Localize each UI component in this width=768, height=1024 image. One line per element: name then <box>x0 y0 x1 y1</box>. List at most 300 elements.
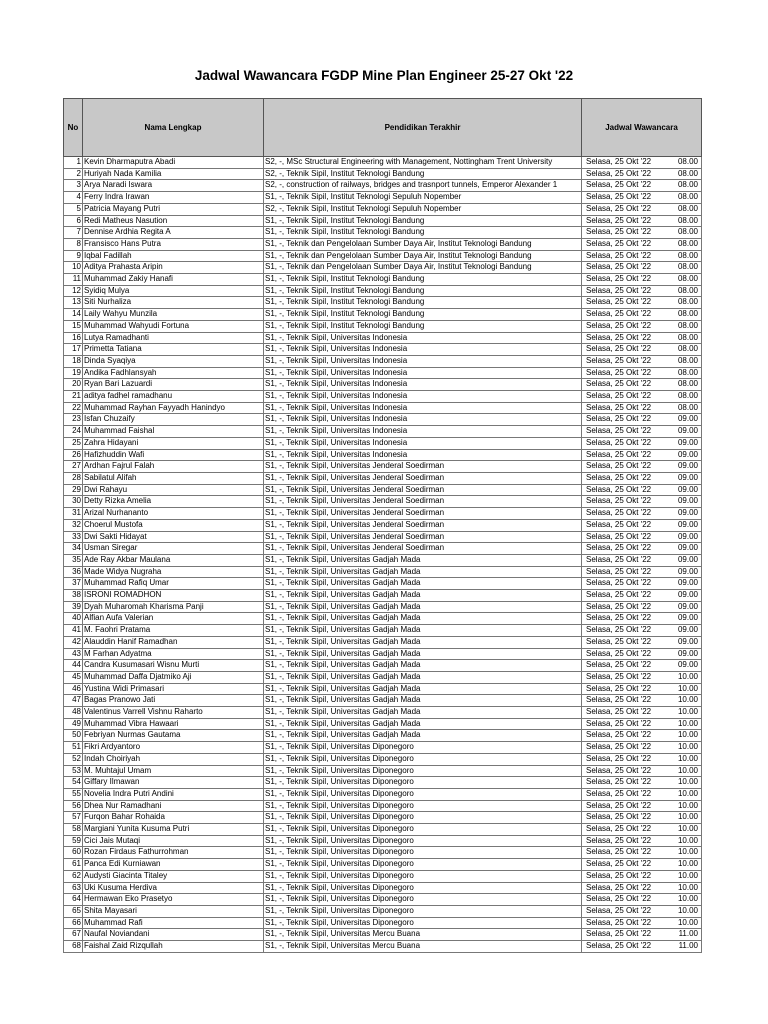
full-name-cell: M. Faohri Pratama <box>83 625 264 637</box>
education-cell: S1, -, Teknik Sipil, Universitas Jenderal Soedirman <box>264 519 582 531</box>
row-number: 9 <box>64 250 83 262</box>
table-row <box>64 192 702 204</box>
table-row <box>64 543 702 555</box>
schedule-cell <box>582 906 702 918</box>
full-name-cell: Muhammad Rayhan Fayyadh Hanindyo <box>83 402 264 414</box>
interview-date: Selasa, 25 Okt '22 <box>586 671 652 681</box>
interview-time: 08.00 <box>677 227 698 237</box>
education-cell: S1, -, Teknik Sipil, Universitas Diponegoro <box>264 917 582 929</box>
interview-date: Selasa, 25 Okt '22 <box>586 765 652 775</box>
full-name-cell: Sabilatul Alifah <box>83 472 264 484</box>
full-name-cell: Kevin Dharmaputra Abadi <box>83 157 264 169</box>
full-name-cell: Giffary Ilmawan <box>83 777 264 789</box>
interview-date: Selasa, 25 Okt '22 <box>586 554 652 564</box>
interview-date: Selasa, 25 Okt '22 <box>586 402 652 412</box>
schedule-cell <box>582 355 702 367</box>
row-number: 41 <box>64 625 83 637</box>
education-cell: S1, -, Teknik Sipil, Universitas Diponegoro <box>264 742 582 754</box>
document-title: Jadwal Wawancara FGDP Mine Plan Engineer 25-27 Okt '22 <box>194 68 574 83</box>
row-number: 33 <box>64 531 83 543</box>
interview-date: Selasa, 25 Okt '22 <box>586 824 652 834</box>
table-row <box>64 625 702 637</box>
table-row <box>64 882 702 894</box>
interview-date: Selasa, 25 Okt '22 <box>586 437 652 447</box>
interview-time: 10.00 <box>677 753 698 763</box>
table-row <box>64 636 702 648</box>
full-name-cell: Audysti Giacinta Titaley <box>83 870 264 882</box>
interview-date: Selasa, 25 Okt '22 <box>586 648 652 658</box>
full-name-cell: Hermawan Eko Prasetyo <box>83 894 264 906</box>
table-body <box>64 157 702 953</box>
full-name-cell: Ardhan Fajrul Falah <box>83 461 264 473</box>
interview-date: Selasa, 25 Okt '22 <box>586 625 652 635</box>
interview-time: 09.00 <box>677 566 698 576</box>
education-cell: S1, -, Teknik dan Pengelolaan Sumber Daya Air, Institut Teknologi Bandung <box>264 250 582 262</box>
interview-date: Selasa, 25 Okt '22 <box>586 192 652 202</box>
full-name-cell: Muhammad Wahyudi Fortuna <box>83 320 264 332</box>
education-cell: S1, -, Teknik Sipil, Universitas Diponegoro <box>264 788 582 800</box>
schedule-cell <box>582 894 702 906</box>
interview-time: 11.00 <box>678 941 698 951</box>
schedule-cell <box>582 344 702 356</box>
interview-date: Selasa, 25 Okt '22 <box>586 847 652 857</box>
schedule-cell <box>582 449 702 461</box>
interview-time: 09.00 <box>677 590 698 600</box>
interview-time: 08.00 <box>677 355 698 365</box>
interview-date: Selasa, 25 Okt '22 <box>586 262 652 272</box>
interview-date: Selasa, 25 Okt '22 <box>586 215 652 225</box>
full-name-cell: Furqon Bahar Rohaida <box>83 812 264 824</box>
education-cell: S1, -, Teknik Sipil, Universitas Diponegoro <box>264 847 582 859</box>
schedule-cell <box>582 496 702 508</box>
schedule-cell <box>582 742 702 754</box>
schedule-cell <box>582 157 702 169</box>
interview-date: Selasa, 25 Okt '22 <box>586 636 652 646</box>
full-name-cell: Choerul Mustofa <box>83 519 264 531</box>
education-cell: S1, -, Teknik Sipil, Universitas Diponegoro <box>264 800 582 812</box>
row-number: 25 <box>64 437 83 449</box>
interview-date: Selasa, 25 Okt '22 <box>586 859 652 869</box>
interview-date: Selasa, 25 Okt '22 <box>586 180 652 190</box>
full-name-cell: Redi Matheus Nasution <box>83 215 264 227</box>
interview-date: Selasa, 25 Okt '22 <box>586 835 652 845</box>
table-row <box>64 344 702 356</box>
row-number: 65 <box>64 906 83 918</box>
schedule-cell <box>582 800 702 812</box>
interview-time: 08.00 <box>677 215 698 225</box>
education-cell: S1, -, Teknik Sipil, Universitas Mercu Buana <box>264 941 582 953</box>
full-name-cell: Dinda Syaqiya <box>83 355 264 367</box>
education-cell: S1, -, Teknik Sipil, Universitas Gadjah Mada <box>264 613 582 625</box>
row-number: 55 <box>64 788 83 800</box>
table-row <box>64 461 702 473</box>
interview-time: 09.00 <box>677 636 698 646</box>
interview-date: Selasa, 25 Okt '22 <box>586 613 652 623</box>
education-cell: S1, -, Teknik dan Pengelolaan Sumber Daya Air, Institut Teknologi Bandung <box>264 262 582 274</box>
schedule-cell <box>582 671 702 683</box>
row-number: 23 <box>64 414 83 426</box>
education-cell: S1, -, Teknik Sipil, Universitas Gadjah Mada <box>264 660 582 672</box>
row-number: 32 <box>64 519 83 531</box>
interview-date: Selasa, 25 Okt '22 <box>586 461 652 471</box>
row-number: 19 <box>64 367 83 379</box>
interview-time: 10.00 <box>677 707 698 717</box>
row-number: 68 <box>64 941 83 953</box>
interview-time: 09.00 <box>677 625 698 635</box>
full-name-cell: Alauddin Hanif Ramadhan <box>83 636 264 648</box>
row-number: 8 <box>64 238 83 250</box>
table-row <box>64 812 702 824</box>
interview-time: 10.00 <box>677 870 698 880</box>
schedule-cell <box>582 625 702 637</box>
schedule-cell <box>582 683 702 695</box>
row-number: 62 <box>64 870 83 882</box>
full-name-cell: ISRONI ROMADHON <box>83 590 264 602</box>
schedule-cell <box>582 437 702 449</box>
schedule-cell <box>582 262 702 274</box>
table-row <box>64 297 702 309</box>
table-row <box>64 824 702 836</box>
interview-date: Selasa, 25 Okt '22 <box>586 484 652 494</box>
row-number: 48 <box>64 707 83 719</box>
table-row <box>64 472 702 484</box>
education-cell: S1, -, Teknik Sipil, Universitas Diponegoro <box>264 859 582 871</box>
schedule-cell <box>582 168 702 180</box>
schedule-cell <box>582 601 702 613</box>
table-row <box>64 320 702 332</box>
schedule-cell <box>582 554 702 566</box>
row-number: 49 <box>64 718 83 730</box>
full-name-cell: Isfan Chuzaify <box>83 414 264 426</box>
row-number: 59 <box>64 835 83 847</box>
table-row <box>64 660 702 672</box>
education-cell: S1, -, Teknik Sipil, Universitas Gadjah Mada <box>264 683 582 695</box>
full-name-cell: Muhammad Vibra Hawaari <box>83 718 264 730</box>
interview-date: Selasa, 25 Okt '22 <box>586 227 652 237</box>
full-name-cell: Fikri Ardyantoro <box>83 742 264 754</box>
table-row <box>64 894 702 906</box>
interview-date: Selasa, 25 Okt '22 <box>586 367 652 377</box>
full-name-cell: Panca Edi Kurniawan <box>83 859 264 871</box>
full-name-cell: Dyah Muharomah Kharisma Panji <box>83 601 264 613</box>
education-cell: S1, -, Teknik Sipil, Institut Teknologi Bandung <box>264 309 582 321</box>
schedule-cell <box>582 917 702 929</box>
schedule-cell <box>582 250 702 262</box>
interview-time: 10.00 <box>677 742 698 752</box>
schedule-cell <box>582 753 702 765</box>
full-name-cell: Uki Kusuma Herdiva <box>83 882 264 894</box>
row-number: 53 <box>64 765 83 777</box>
interview-time: 08.00 <box>677 285 698 295</box>
row-number: 21 <box>64 391 83 403</box>
education-cell: S1, -, Teknik Sipil, Universitas Indonesia <box>264 332 582 344</box>
row-number: 27 <box>64 461 83 473</box>
table-row <box>64 613 702 625</box>
row-number: 26 <box>64 449 83 461</box>
education-cell: S1, -, Teknik Sipil, Universitas Diponegoro <box>264 906 582 918</box>
header-no: No <box>64 99 83 157</box>
interview-time: 10.00 <box>677 718 698 728</box>
interview-time: 09.00 <box>677 660 698 670</box>
table-row <box>64 379 702 391</box>
education-cell: S1, -, Teknik dan Pengelolaan Sumber Daya Air, Institut Teknologi Bandung <box>264 238 582 250</box>
full-name-cell: M Farhan Adyatma <box>83 648 264 660</box>
interview-time: 08.00 <box>677 367 698 377</box>
education-cell: S1, -, Teknik Sipil, Universitas Indonesia <box>264 355 582 367</box>
table-row <box>64 285 702 297</box>
schedule-cell <box>582 238 702 250</box>
interview-time: 10.00 <box>677 824 698 834</box>
schedule-cell <box>582 215 702 227</box>
interview-time: 09.00 <box>677 543 698 553</box>
row-number: 34 <box>64 543 83 555</box>
row-number: 57 <box>64 812 83 824</box>
row-number: 28 <box>64 472 83 484</box>
education-cell: S1, -, Teknik Sipil, Universitas Gadjah Mada <box>264 625 582 637</box>
header-nama-lengkap: Nama Lengkap <box>83 99 264 157</box>
schedule-cell <box>582 765 702 777</box>
table-row <box>64 941 702 953</box>
schedule-cell <box>582 859 702 871</box>
row-number: 22 <box>64 402 83 414</box>
education-cell: S1, -, Teknik Sipil, Institut Teknologi Bandung <box>264 297 582 309</box>
interview-date: Selasa, 25 Okt '22 <box>586 472 652 482</box>
education-cell: S1, -, Teknik Sipil, Institut Teknologi Bandung <box>264 274 582 286</box>
table-row <box>64 648 702 660</box>
schedule-cell <box>582 730 702 742</box>
education-cell: S1, -, Teknik Sipil, Universitas Diponegoro <box>264 777 582 789</box>
table-row <box>64 238 702 250</box>
interview-time: 10.00 <box>677 788 698 798</box>
education-cell: S2, -, MSc Structural Engineering with Management, Nottingham Trent University <box>264 157 582 169</box>
header-pendidikan-terakhir: Pendidikan Terakhir <box>264 99 582 157</box>
interview-time: 10.00 <box>677 800 698 810</box>
row-number: 51 <box>64 742 83 754</box>
interview-date: Selasa, 25 Okt '22 <box>586 882 652 892</box>
table-row <box>64 566 702 578</box>
row-number: 36 <box>64 566 83 578</box>
schedule-cell <box>582 402 702 414</box>
row-number: 60 <box>64 847 83 859</box>
interview-date: Selasa, 25 Okt '22 <box>586 519 652 529</box>
education-cell: S1, -, Teknik Sipil, Universitas Diponegoro <box>264 812 582 824</box>
schedule-cell <box>582 332 702 344</box>
interview-date: Selasa, 25 Okt '22 <box>586 566 652 576</box>
interview-time: 08.00 <box>677 391 698 401</box>
interview-time: 09.00 <box>677 613 698 623</box>
table-row <box>64 402 702 414</box>
interview-time: 10.00 <box>677 882 698 892</box>
table-row <box>64 671 702 683</box>
interview-time: 09.00 <box>677 426 698 436</box>
row-number: 5 <box>64 203 83 215</box>
row-number: 63 <box>64 882 83 894</box>
interview-date: Selasa, 25 Okt '22 <box>586 695 652 705</box>
schedule-cell <box>582 519 702 531</box>
interview-time: 08.00 <box>677 192 698 202</box>
interview-time: 09.00 <box>677 531 698 541</box>
interview-date: Selasa, 25 Okt '22 <box>586 753 652 763</box>
interview-date: Selasa, 25 Okt '22 <box>586 683 652 693</box>
row-number: 24 <box>64 426 83 438</box>
table-row <box>64 250 702 262</box>
full-name-cell: Primetta Tatiana <box>83 344 264 356</box>
education-cell: S1, -, Teknik Sipil, Universitas Diponegoro <box>264 824 582 836</box>
row-number: 47 <box>64 695 83 707</box>
table-row <box>64 590 702 602</box>
schedule-cell <box>582 180 702 192</box>
row-number: 37 <box>64 578 83 590</box>
interview-date: Selasa, 25 Okt '22 <box>586 320 652 330</box>
education-cell: S1, -, Teknik Sipil, Universitas Jenderal Soedirman <box>264 496 582 508</box>
full-name-cell: Valentinus Varrell Vishnu Raharto <box>83 707 264 719</box>
interview-date: Selasa, 25 Okt '22 <box>586 917 652 927</box>
interview-date: Selasa, 25 Okt '22 <box>586 941 652 951</box>
full-name-cell: Dhea Nur Ramadhani <box>83 800 264 812</box>
full-name-cell: Ferry Indra Irawan <box>83 192 264 204</box>
interview-date: Selasa, 25 Okt '22 <box>586 344 652 354</box>
row-number: 15 <box>64 320 83 332</box>
schedule-cell <box>582 824 702 836</box>
row-number: 31 <box>64 508 83 520</box>
row-number: 35 <box>64 554 83 566</box>
row-number: 45 <box>64 671 83 683</box>
education-cell: S1, -, Teknik Sipil, Universitas Mercu Buana <box>264 929 582 941</box>
schedule-cell <box>582 788 702 800</box>
schedule-cell <box>582 192 702 204</box>
table-row <box>64 859 702 871</box>
education-cell: S1, -, Teknik Sipil, Universitas Gadjah Mada <box>264 707 582 719</box>
interview-date: Selasa, 25 Okt '22 <box>586 203 652 213</box>
interview-time: 08.00 <box>677 297 698 307</box>
table-row <box>64 870 702 882</box>
interview-date: Selasa, 25 Okt '22 <box>586 894 652 904</box>
interview-date: Selasa, 25 Okt '22 <box>586 297 652 307</box>
table-row <box>64 180 702 192</box>
table-row <box>64 695 702 707</box>
table-row <box>64 157 702 169</box>
full-name-cell: Usman Siregar <box>83 543 264 555</box>
schedule-cell <box>582 391 702 403</box>
education-cell: S1, -, Teknik Sipil, Universitas Gadjah Mada <box>264 554 582 566</box>
schedule-cell <box>582 508 702 520</box>
schedule-cell <box>582 777 702 789</box>
interview-date: Selasa, 25 Okt '22 <box>586 601 652 611</box>
interview-date: Selasa, 25 Okt '22 <box>586 274 652 284</box>
row-number: 50 <box>64 730 83 742</box>
education-cell: S1, -, Teknik Sipil, Institut Teknologi Bandung <box>264 227 582 239</box>
interview-time: 09.00 <box>677 472 698 482</box>
table-row <box>64 484 702 496</box>
interview-time: 10.00 <box>677 906 698 915</box>
schedule-cell <box>582 660 702 672</box>
full-name-cell: Alfian Aufa Valerian <box>83 613 264 625</box>
interview-date: Selasa, 25 Okt '22 <box>586 379 652 389</box>
education-cell: S1, -, Teknik Sipil, Universitas Jenderal Soedirman <box>264 543 582 555</box>
full-name-cell: Laily Wahyu Munzila <box>83 309 264 321</box>
interview-time: 09.00 <box>677 508 698 518</box>
interview-date: Selasa, 25 Okt '22 <box>586 929 652 939</box>
schedule-cell <box>582 531 702 543</box>
interview-time: 10.00 <box>677 835 698 845</box>
interview-date: Selasa, 25 Okt '22 <box>586 742 652 752</box>
interview-date: Selasa, 25 Okt '22 <box>586 332 652 342</box>
interview-date: Selasa, 25 Okt '22 <box>586 718 652 728</box>
schedule-cell <box>582 379 702 391</box>
interview-date: Selasa, 25 Okt '22 <box>586 449 652 459</box>
table-row <box>64 508 702 520</box>
education-cell: S1, -, Teknik Sipil, Institut Teknologi Bandung <box>264 215 582 227</box>
interview-time: 09.00 <box>677 496 698 506</box>
interview-time: 09.00 <box>677 554 698 564</box>
schedule-cell <box>582 367 702 379</box>
interview-date: Selasa, 25 Okt '22 <box>586 531 652 541</box>
full-name-cell: Made Widya Nugraha <box>83 566 264 578</box>
full-name-cell: Siti Nurhaliza <box>83 297 264 309</box>
table-row <box>64 718 702 730</box>
row-number: 64 <box>64 894 83 906</box>
row-number: 43 <box>64 648 83 660</box>
full-name-cell: Rozan Firdaus Fathurrohman <box>83 847 264 859</box>
education-cell: S1, -, Teknik Sipil, Universitas Indonesia <box>264 379 582 391</box>
table-row <box>64 777 702 789</box>
interview-time: 10.00 <box>677 730 698 740</box>
education-cell: S1, -, Teknik Sipil, Universitas Gadjah Mada <box>264 730 582 742</box>
interview-date: Selasa, 25 Okt '22 <box>586 788 652 798</box>
header-jadwal-wawancara: Jadwal Wawancara <box>582 99 702 157</box>
schedule-cell <box>582 590 702 602</box>
schedule-cell <box>582 472 702 484</box>
interview-date: Selasa, 25 Okt '22 <box>586 414 652 424</box>
row-number: 58 <box>64 824 83 836</box>
table-row <box>64 917 702 929</box>
interview-date: Selasa, 25 Okt '22 <box>586 707 652 717</box>
row-number: 14 <box>64 309 83 321</box>
table-row <box>64 355 702 367</box>
interview-time: 08.00 <box>677 274 698 284</box>
schedule-cell <box>582 929 702 941</box>
education-cell: S1, -, Teknik Sipil, Universitas Diponegoro <box>264 894 582 906</box>
interview-date: Selasa, 25 Okt '22 <box>586 496 652 506</box>
full-name-cell: M. Muhtajul Umam <box>83 765 264 777</box>
full-name-cell: Bagas Pranowo Jati <box>83 695 264 707</box>
interview-date: Selasa, 25 Okt '22 <box>586 355 652 365</box>
table-row <box>64 531 702 543</box>
interview-time: 09.00 <box>677 414 698 424</box>
interview-time: 09.00 <box>677 601 698 611</box>
full-name-cell: Ryan Bari Lazuardi <box>83 379 264 391</box>
education-cell: S1, -, Teknik Sipil, Institut Teknologi Bandung <box>264 285 582 297</box>
table-row <box>64 742 702 754</box>
schedule-cell <box>582 695 702 707</box>
table-row <box>64 765 702 777</box>
full-name-cell: Arya Naradi Iswara <box>83 180 264 192</box>
interview-date: Selasa, 25 Okt '22 <box>586 238 652 248</box>
interview-time: 09.00 <box>677 449 698 459</box>
interview-date: Selasa, 25 Okt '22 <box>586 250 652 260</box>
table-row <box>64 215 702 227</box>
education-cell: S1, -, Teknik Sipil, Universitas Gadjah Mada <box>264 648 582 660</box>
schedule-cell <box>582 414 702 426</box>
table-row <box>64 788 702 800</box>
interview-time: 10.00 <box>677 777 698 787</box>
schedule-cell <box>582 870 702 882</box>
education-cell: S2, -, Teknik Sipil, Institut Teknologi Sepuluh Nopember <box>264 203 582 215</box>
full-name-cell: Detty Rizka Amelia <box>83 496 264 508</box>
full-name-cell: Hafizhuddin Wafi <box>83 449 264 461</box>
education-cell: S1, -, Teknik Sipil, Universitas Indonesia <box>264 367 582 379</box>
schedule-cell <box>582 636 702 648</box>
